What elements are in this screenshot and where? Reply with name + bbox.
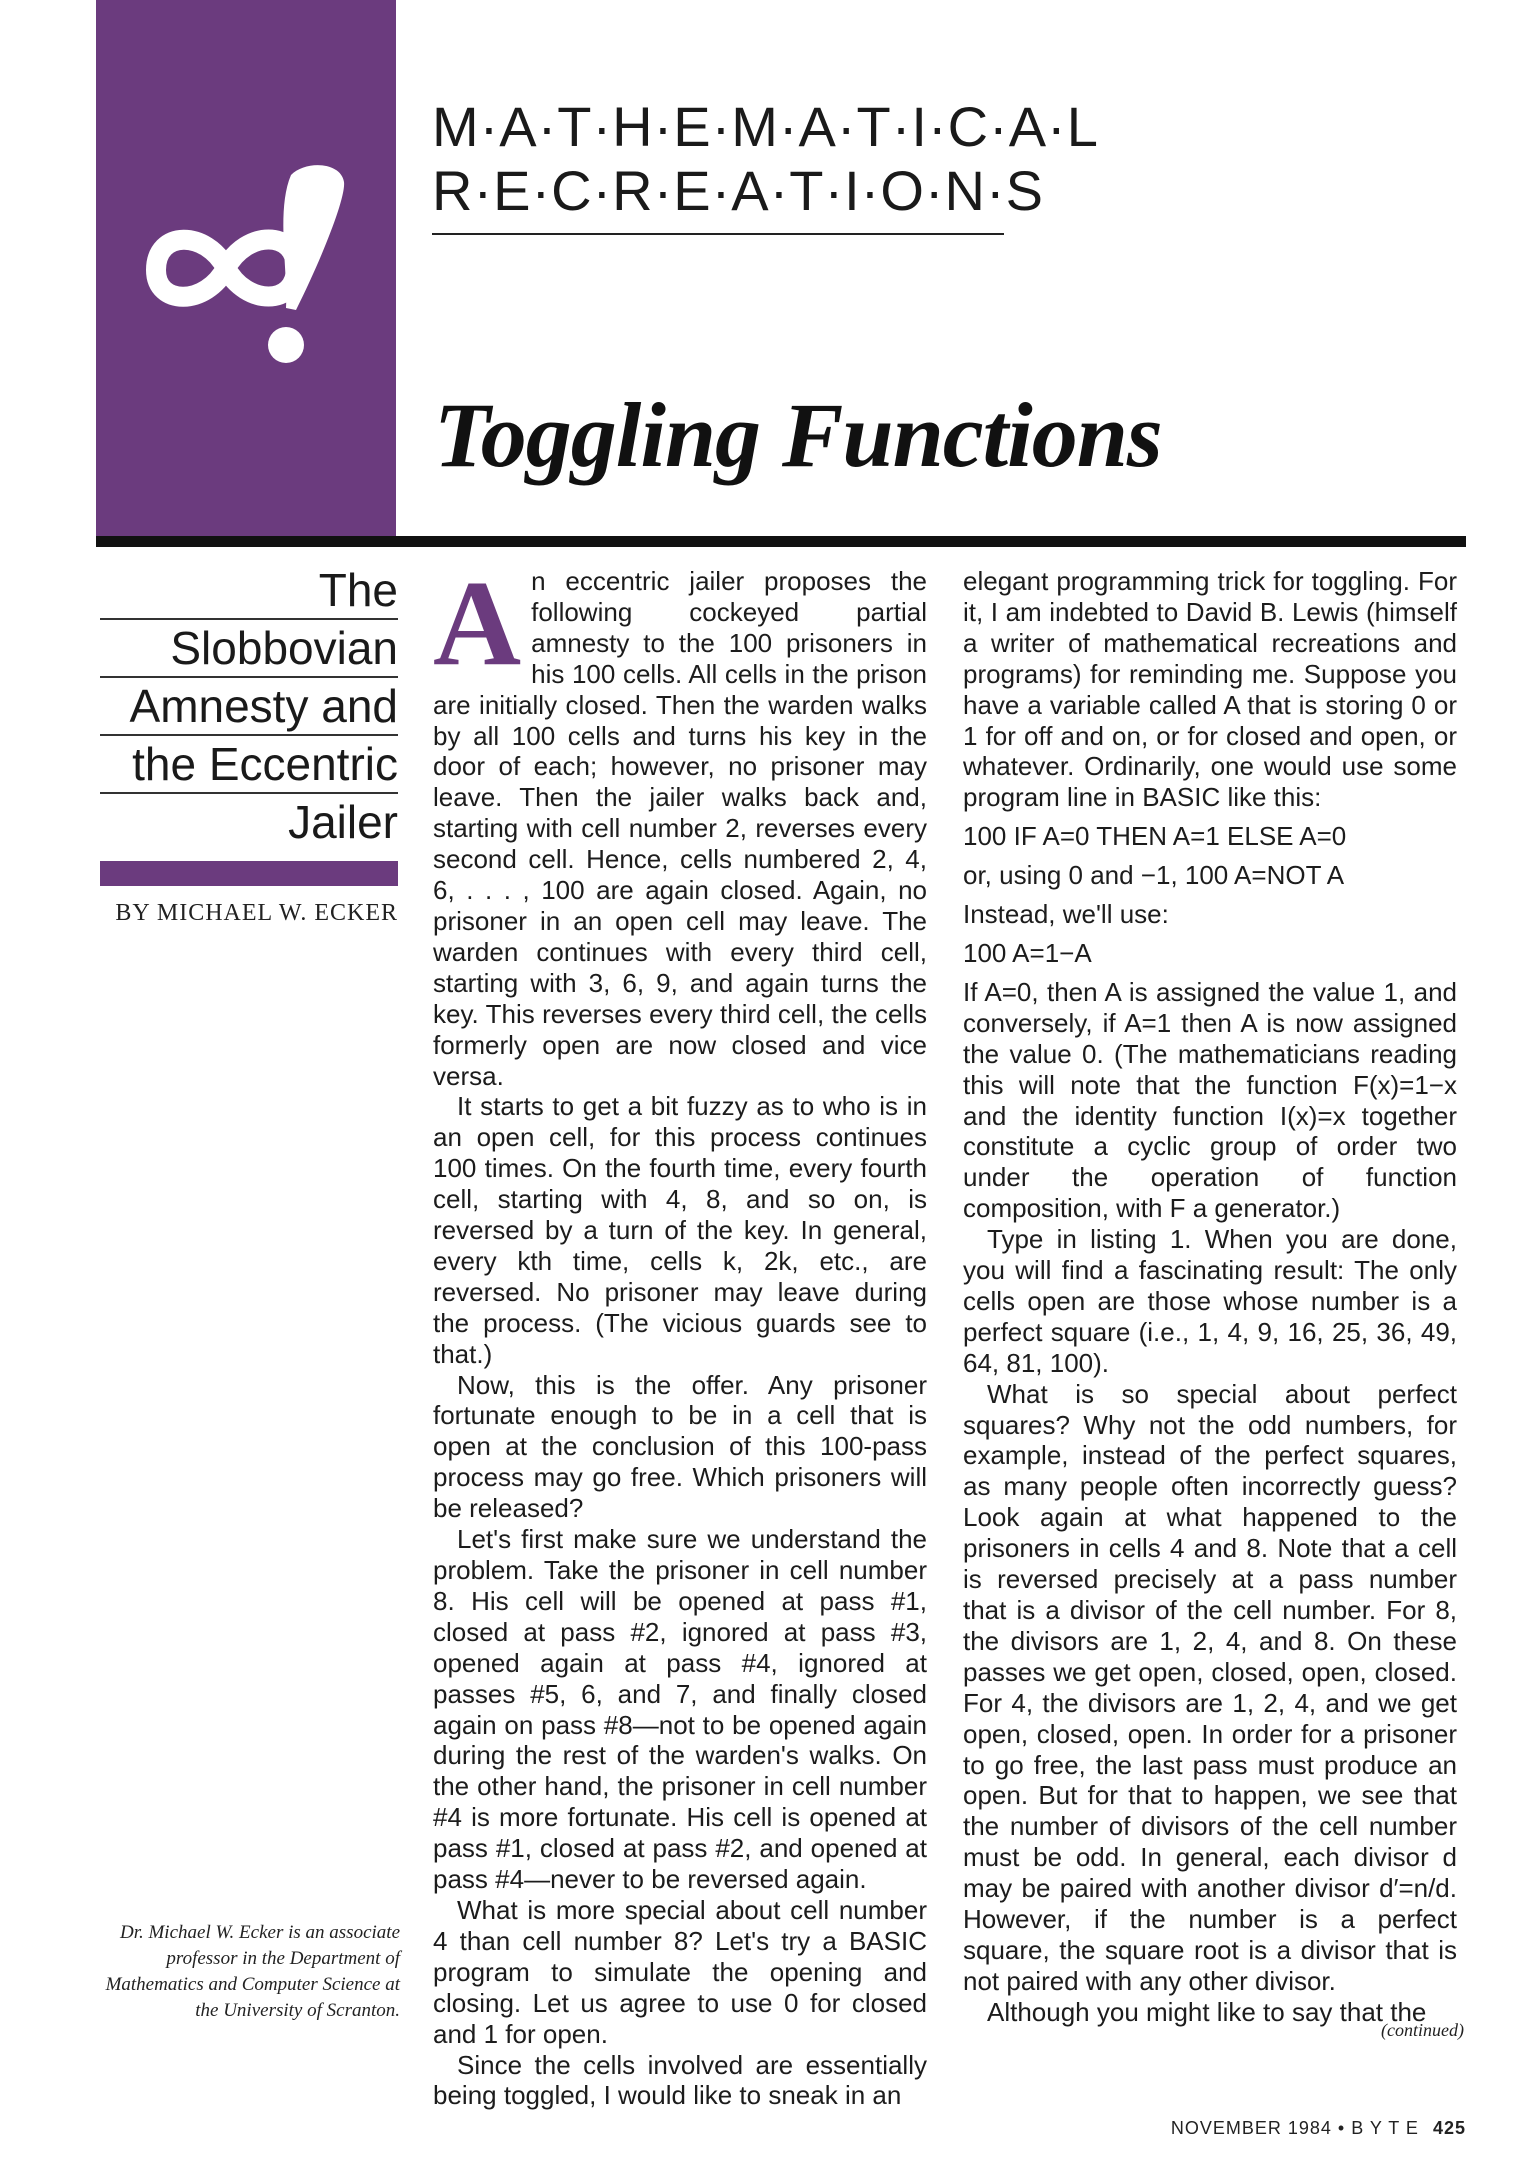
paragraph: elegant programming trick for toggling. For it, I am indebted to David B. Lewis (himself a writer of mathematical recreations and programs) for reminding me. Suppose you have a variable called A that is storing 0 or 1 for off and on, or for closed and open, or whatever. Ordinarily, one would use some program line in BASIC like this: <box>963 566 1457 813</box>
drop-cap: A <box>433 556 522 691</box>
department-heading <box>432 95 1099 223</box>
paragraph: Let's first make sure we understand the problem. Take the prisoner in cell number 8. His cell will be opened at pass #1, closed at pass #2, ignored at pass #3, opened again at pass #4, ignored at passes #5, 6, and 7, and finally closed again on pass #8—not to be opened again during the rest of the warden's walks. On the other hand, the prisoner in cell number #4 is more fortunate. His cell is opened at pass #1, closed at pass #2, and opened at pass #4—never to be reversed again. <box>433 1524 927 1895</box>
paragraph: Since the cells involved are essentially being toggled, I would like to sneak in an <box>433 2049 927 2111</box>
paragraph: It starts to get a bit fuzzy as to who is in an open cell, for this process continues 100 times. On the fourth time, every fourth cell, starting with 4, 8, and so on, is reversed by a turn of the key. In general, every kth time, cells k, 2k, etc., are reversed. No prisoner may leave during the process. (The vicious guards see to that.) <box>433 1091 927 1369</box>
paragraph: If A=0, then A is assigned the value 1, and conversely, if A=1 then A is now assigned the value 0. (The mathematicians reading this will note that the function F(x)=1−x and the identity function I(x)=x together constitute a cyclic group of order two under the operation of function composition, with F a generator.) <box>963 976 1457 1224</box>
byline: BY MICHAEL W. ECKER <box>115 900 398 926</box>
code-line: 100 A=1−A <box>963 937 1092 968</box>
paragraph: Type in listing 1. When you are done, you will find a fascinating result: The only cells open are those whose number is a perfect square (i.e., 1, 4, 9, 16, 25, 36, 49, 64, 81, 100). <box>963 1224 1457 1378</box>
paragraph: Instead, we'll use: <box>963 899 1169 930</box>
page-footer <box>1000 2118 1466 2139</box>
page-number: 425 <box>1432 2118 1466 2138</box>
body-column-2 <box>963 566 1457 2028</box>
paragraph: Now, this is the offer. Any prisoner fortunate enough to be in a cell that is open at the conclusion of this 100-pass process may go free. Which prisoners will be released? <box>433 1369 927 1524</box>
paragraph: or, using 0 and −1, 100 A=NOT A <box>963 860 1345 891</box>
deck-line: Jailer <box>288 796 398 848</box>
deck-bar <box>100 861 398 886</box>
infinity-exclamation-icon <box>126 150 366 370</box>
paragraph: What is so special about perfect squares? Why not the odd numbers, for example, instead of the perfect squares, as many people often incorrectly guess? Look again at what happened to the prisoners in cells 4 and 8. Note that a cell is reversed precisely at a pass number that is a divisor of the cell number. For 8, the divisors are 1, 2, 4, and 8. On these passes we get open, closed, open, closed. For 4, the divisors are 1, 2, 4, and we get open, closed, open. In order for a prisoner to go free, the last pass must produce an open. But for that to happen, we see that the number of divisors of the cell number must be odd. In general, each divisor d may be paired with another divisor d′=n/d. However, if the number is a perfect square, the square root is a divisor that is not paired with any other divisor. <box>963 1378 1457 1996</box>
deck-line: Amnesty and <box>100 678 398 736</box>
department-line-2: R·E·C·R·E·A·T·I·O·N·S <box>432 159 1044 222</box>
deck-line: Slobbovian <box>100 620 398 678</box>
deck-line: The <box>100 562 398 620</box>
paragraph: n eccentric jailer proposes the following cockeyed partial amnesty to the 100 prisoners in his 100 cells. All cells in the prison are initially closed. Then the warden walks by all 100 cells and turns his key in the door of each; however, no prisoner may leave. Then the jailer walks back and, starting with cell number 2, reverses every second cell. Hence, cells numbered 2, 4, 6, . . . , 100 are again closed. Again, no prisoner in an open cell may leave. The warden continues with every third cell, starting with 3, 6, 9, and again turns the key. This reverses every third cell, the cells formerly open are now closed and vice versa. <box>433 566 927 1091</box>
article-title: Toggling Functions <box>434 384 1162 486</box>
issue-label: NOVEMBER 1984 • B Y T E <box>1170 2118 1419 2138</box>
paragraph: Although you might like to say that the <box>987 1996 1427 2027</box>
department-line-1: M·A·T·H·E·M·A·T·I·C·A·L <box>432 95 1099 158</box>
continued-note: (continued) <box>1381 2020 1464 2040</box>
deck <box>100 562 398 850</box>
body-column-1 <box>433 556 927 2111</box>
paragraph: What is more special about cell number 4 than cell number 8? Let's try a BASIC program to simulate the opening and closing. Let us agree to use 0 for closed and 1 for open. <box>433 1894 927 2049</box>
author-bio: Dr. Michael W. Ecker is an associate professor in the Department of Mathematics and Computer Science at the University of Scranton. <box>105 1922 400 2021</box>
title-rule <box>96 536 1466 547</box>
code-line: 100 IF A=0 THEN A=1 ELSE A=0 <box>963 821 1347 852</box>
logo-panel <box>96 0 396 536</box>
department-rule <box>432 233 1004 235</box>
deck-line: the Eccentric <box>100 736 398 794</box>
